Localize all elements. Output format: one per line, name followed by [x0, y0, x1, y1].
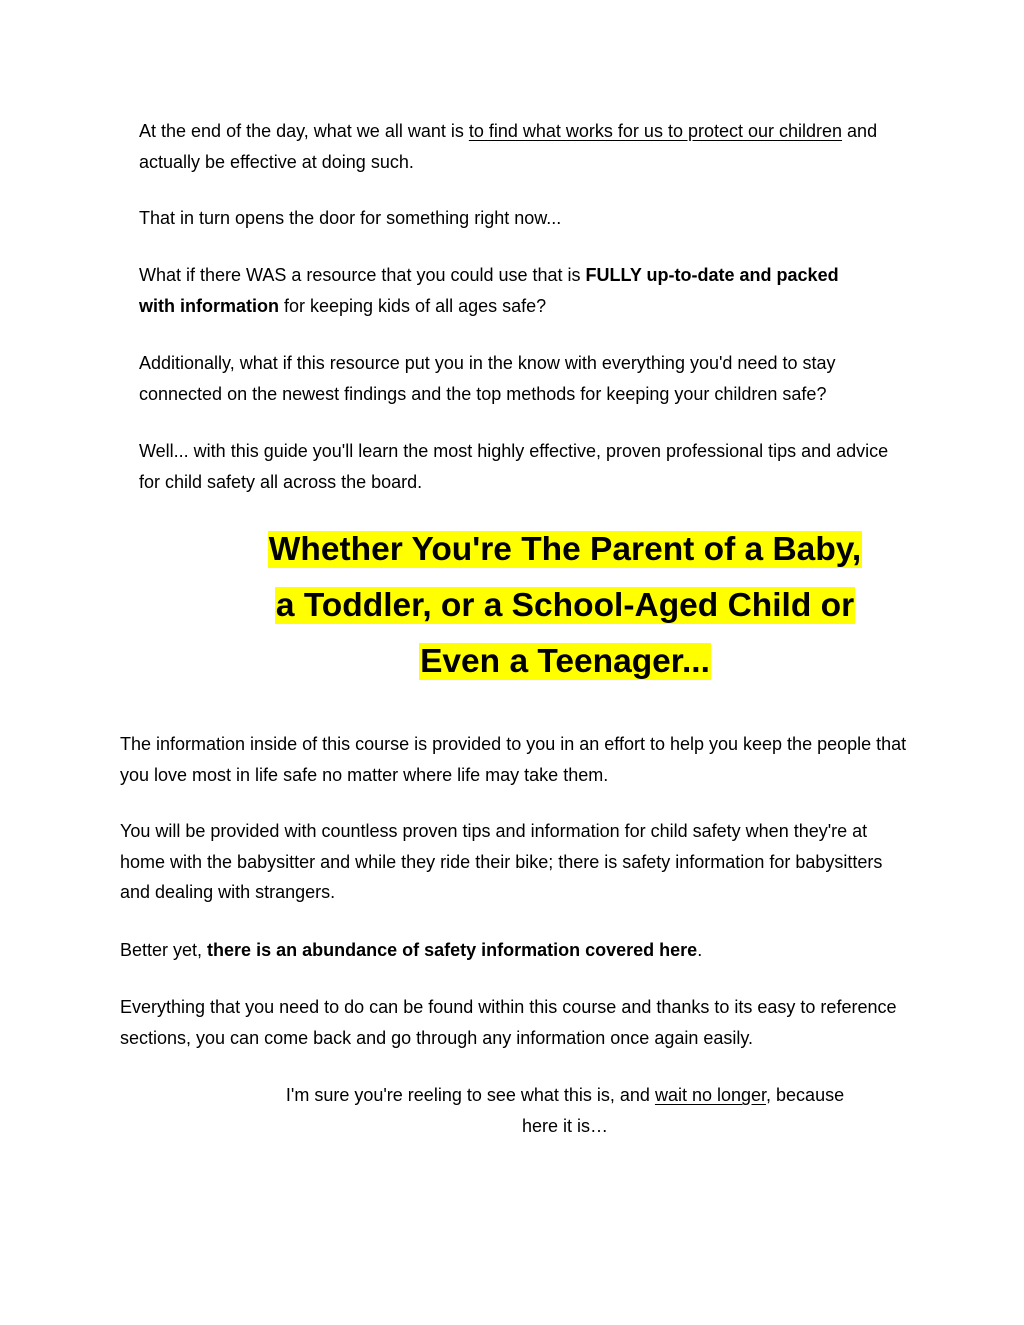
- paragraph-everything: Everything that you need to do can be found within this course and thanks to its easy to reference sections, you can come back and go through any information once again easily.: [120, 997, 897, 1048]
- paragraph-better-yet: [120, 935, 910, 966]
- paragraph-find-what-works: [139, 116, 899, 177]
- paragraph-proven-tips: You will be provided with countless proven tips and information for child safety when they're at home with the babysitter and while they ride their bike; there is safety information for babysitters and dealing with strangers.: [120, 821, 883, 902]
- paragraph-text: .: [697, 940, 703, 960]
- paragraph-text: and actually be effective at doing such.: [139, 121, 878, 172]
- headline: [230, 522, 900, 690]
- headline-line: a Toddler, or a School-Aged Child or: [275, 587, 855, 624]
- paragraph-text: I'm sure you're reeling to see what this is, and: [285, 1085, 655, 1105]
- paragraph-text: for keeping kids of all ages safe?: [278, 295, 547, 316]
- paragraph-stay-connected: Additionally, what if this resource put you in the know with everything you'd need to stay connected on the newest findings and the top methods for keeping your children safe?: [139, 353, 836, 404]
- paragraph-opens-door: That in turn opens the door for something right now...: [139, 208, 562, 228]
- paragraph-text: here it is…: [521, 1115, 609, 1136]
- paragraph-resource: [139, 260, 839, 321]
- paragraph-text: At the end of the day, what we all want is: [139, 121, 469, 141]
- bold-phrase: FULLY up-to-date and packed with information: [139, 265, 839, 316]
- headline-line: Even a Teenager...: [420, 643, 710, 680]
- paragraph-course-info: The information inside of this course is provided to you in an effort to help you keep the people that you love most in life safe no matter where life may take them.: [120, 734, 907, 785]
- headline-line: Whether You're The Parent of a Baby,: [268, 531, 862, 568]
- bold-phrase: there is an abundance of safety information covered here: [207, 940, 698, 960]
- paragraph-text: Better yet,: [120, 940, 208, 960]
- paragraph-guide: Well... with this guide you'll learn the most highly effective, proven professional tips and advice for child safety all across the board.: [139, 441, 889, 492]
- closing-paragraph: [230, 1080, 900, 1141]
- paragraph-text: What if there WAS a resource that you could use that is: [139, 265, 586, 285]
- underlined-phrase: wait no longer: [654, 1085, 767, 1105]
- paragraph-text: , because: [766, 1085, 845, 1105]
- underlined-phrase: to find what works for us to protect our children: [468, 121, 843, 141]
